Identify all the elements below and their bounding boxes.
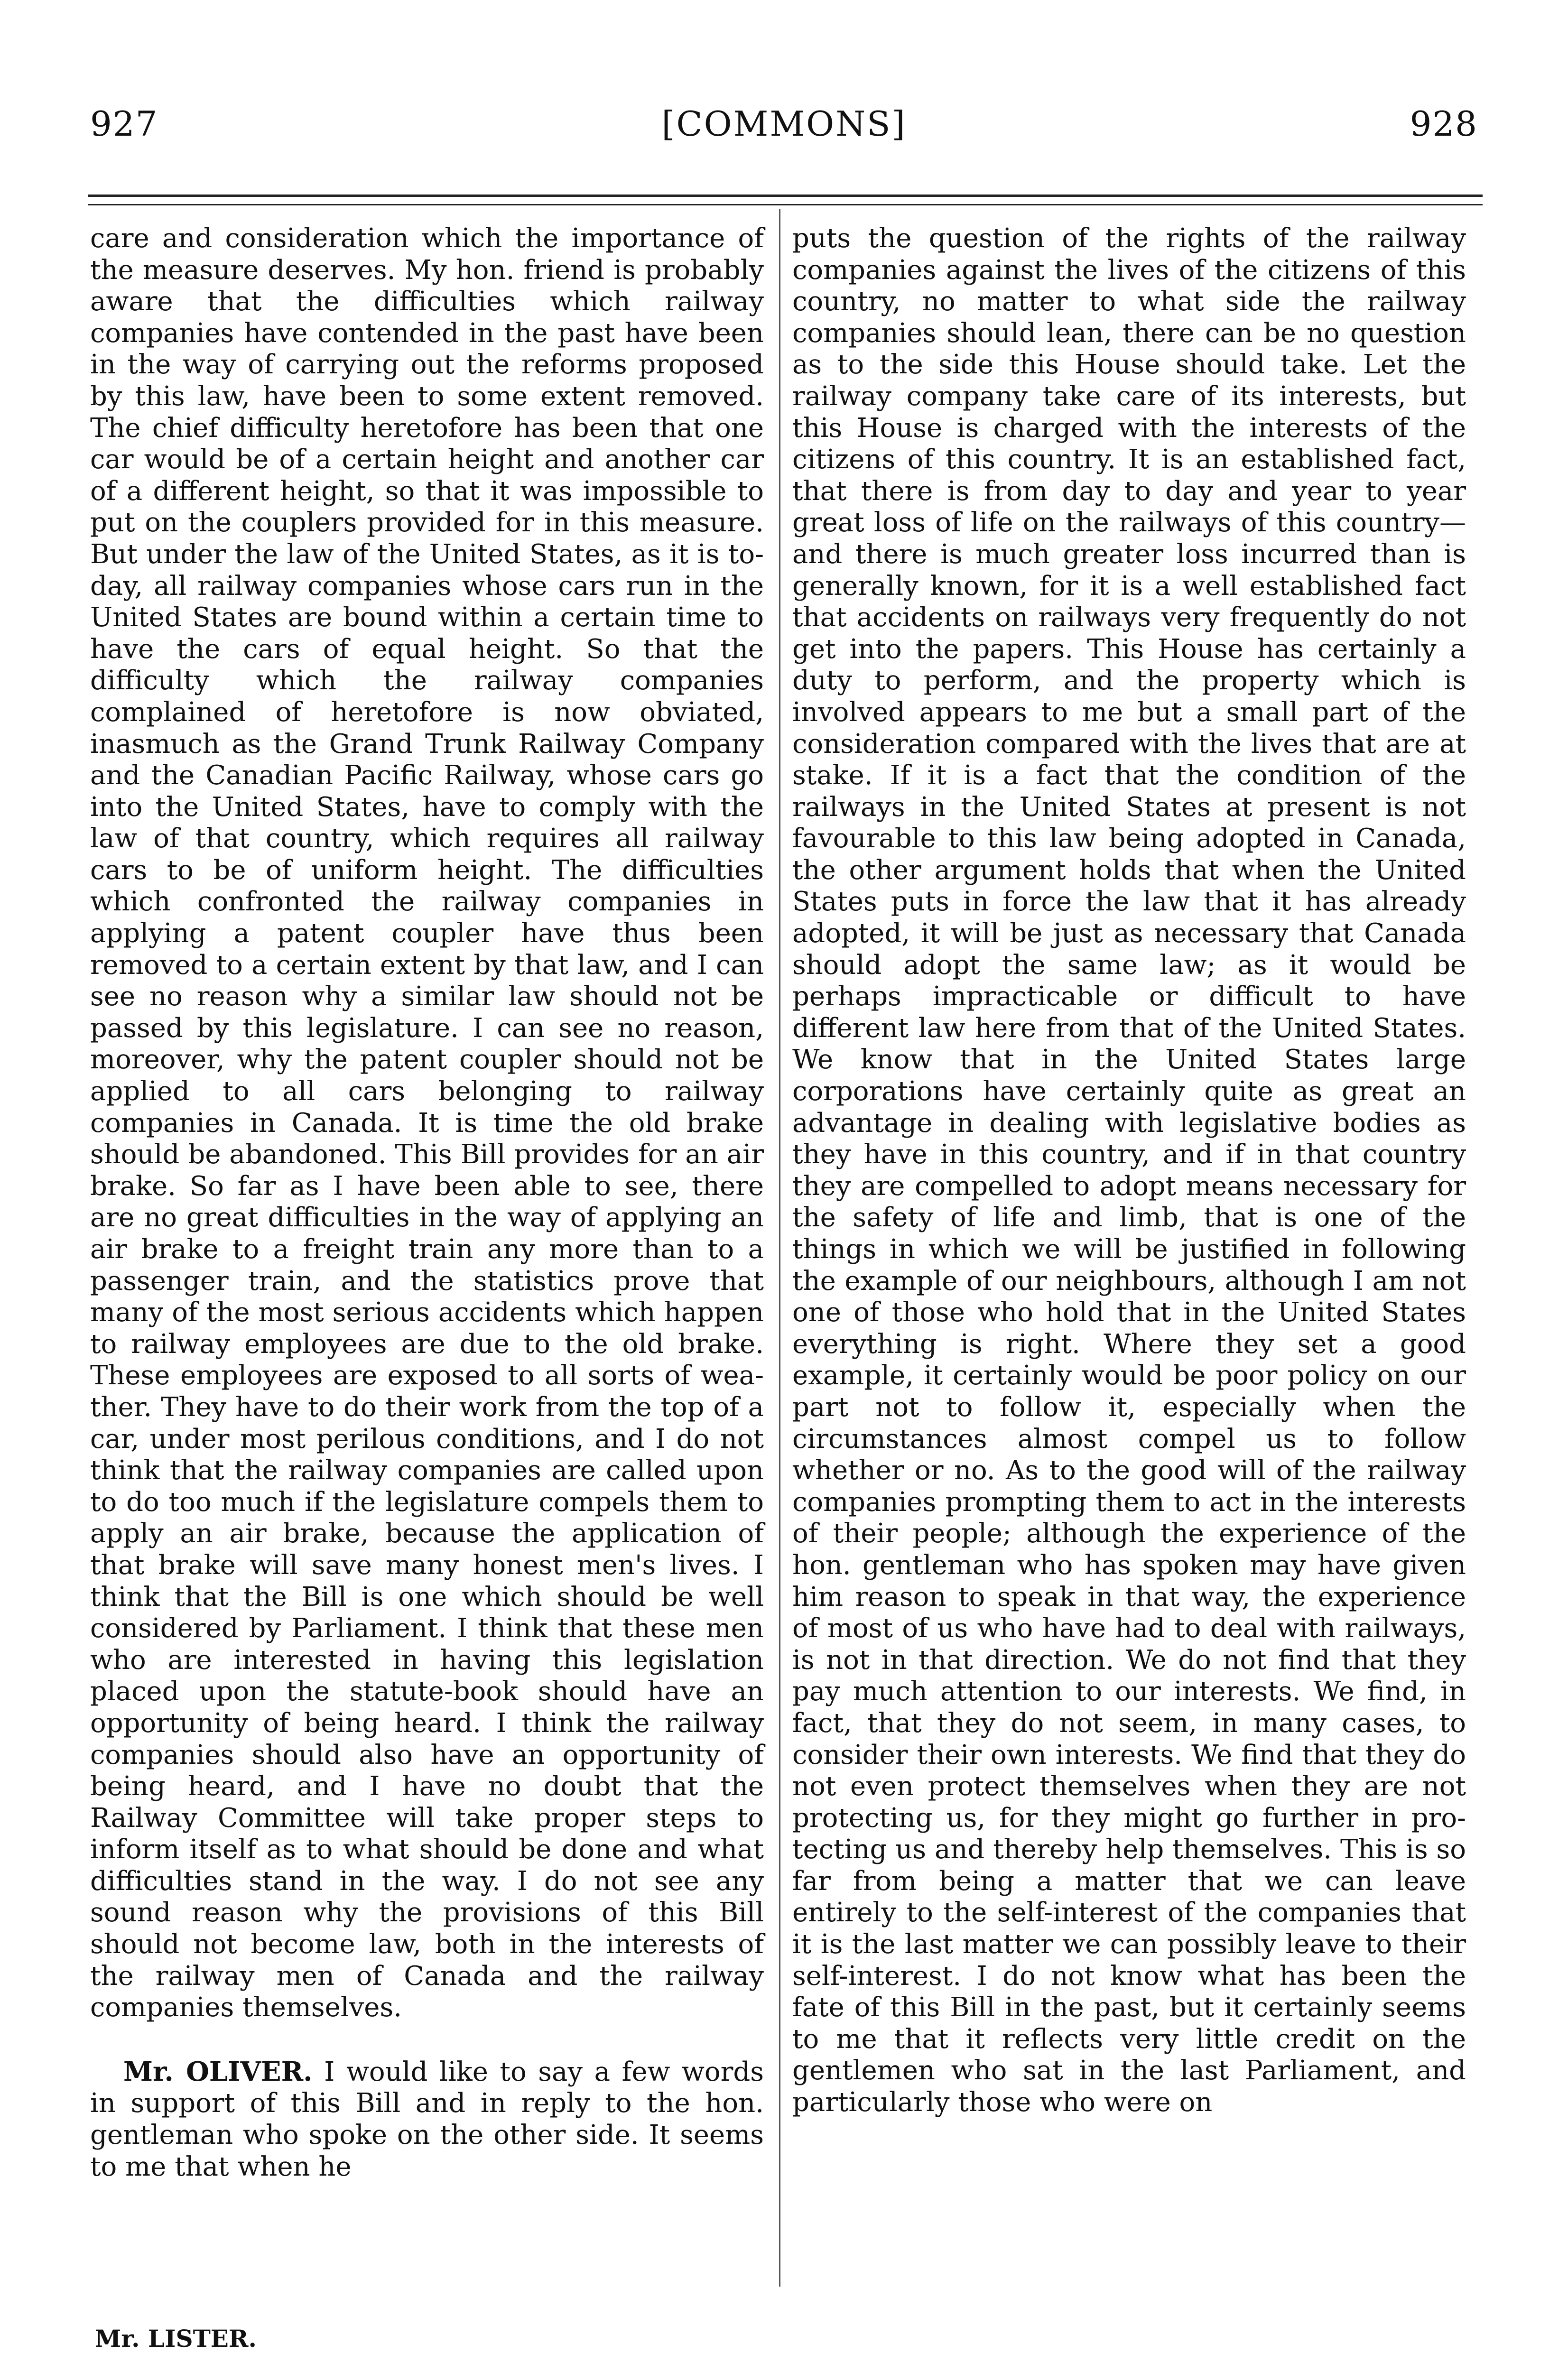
page-number-right: 928: [1410, 104, 1478, 144]
page-header: [0, 0, 1568, 199]
running-head: [COMMONS]: [661, 104, 907, 144]
footer-speaker-label: Mr. LISTER.: [95, 2325, 257, 2353]
oliver-speech-paragraph: [90, 2056, 764, 2183]
left-paragraph-continued: care and consideration which the importance of the measure deserves. My hon. friend is probably aware that the difficulties which railway companies have contended in the past have been in the way of carrying out the reforms proposed by this law, have been to some extent removed. The chief difficulty heretofore has been that one car would be of a certain height and another car of a different height, so that it was impossible to put on the couplers provided for in this measure. But under the law of the United States, as it is to-day, all railway companies whose cars run in the United States are bound within a certain time to have the cars of equal height. So that the difficulty which the railway companies complained of heretofore is now obviated, inasmuch as the Grand Trunk Railway Company and the Canadian Pacific Railway, whose cars go into the United States, have to comply with the law of that country, which requires all railway cars to be of uniform height. The difficulties which confronted the railway companies in applying a patent coupler have thus been removed to a certain extent by that law, and I can see no reason why a similar law should not be passed by this legislature. I can see no reason, moreover, why the patent coupler should not be applied to all cars belonging to railway companies in Canada. It is time the old brake should be abandoned. This Bill provides for an air brake. So far as I have been able to see, there are no great difficulties in the way of applying an air brake to a freight train any more than to a passenger train, and the statistics prove that many of the most serious accidents which happen to railway employees are due to the old brake. These employees are exposed to all sorts of weather. They have to do their work from the top of a car, under most perilous conditions, and I do not think that the railway companies are called upon to do too much if the legislature compels them to apply an air brake, because the application of that brake will save many honest men's lives. I think that the Bill is one which should be well considered by Parliament. I think that these men who are interested in having this legislation placed upon the statute-book should have an opportunity of being heard. I think the railway companies should also have an opportunity of being heard, and I have no doubt that the Railway Committee will take proper steps to inform itself as to what should be done and what difficulties stand in the way. I do not see any sound reason why the provisions of this Bill should not become law, both in the interests of the railway men of Canada and the railway companies themselves.: [90, 223, 764, 2023]
header-rule-top: [88, 195, 1483, 197]
right-paragraph: puts the question of the rights of the railway companies against the lives of the citizens of this country, no matter to what side the railway companies should lean, there can be no question as to the side this House should take. Let the railway company take care of its interests, but this House is charged with the interests of the citizens of this country. It is an established fact, that there is from day to day and year to year great loss of life on the railways of this country—and there is much greater loss incurred than is generally known, for it is a well established fact that accidents on railways very frequently do not get into the papers. This House has certainly a duty to perform, and the property which is involved appears to me but a small part of the consideration compared with the lives that are at stake. If it is a fact that the condition of the railways in the United States at present is not favourable to this law being adopted in Canada, the other argument holds that when the United States puts in force the law that it has already adopted, it will be just as necessary that Canada should adopt the same law; as it would be perhaps impracticable or difficult to have different law here from that of the United States. We know that in the United States large corporations have certainly quite as great an advantage in dealing with legislative bodies as they have in this country, and if in that country they are compelled to adopt means necessary for the safety of life and limb, that is one of the things in which we will be justified in following the example of our neighbours, although I am not one of those who hold that in the United States everything is right. Where they set a good example, it certainly would be poor policy on our part not to follow it, especially when the circumstances almost compel us to follow whether or no. As to the good will of the railway companies prompting them to act in the interests of their people; although the experience of the hon. gentleman who has spoken may have given him reason to speak in that way, the experience of most of us who have had to deal with railways, is not in that direction. We do not find that they pay much attention to our interests. We find, in fact, that they do not seem, in many cases, to consider their own interests. We find that they do not even protect themselves when they are not protecting us, for they might go further in protecting us and thereby help themselves. This is so far from being a matter that we can leave entirely to the self-interest of the companies that it is the last matter we can possibly leave to their self-interest. I do not know what has been the fate of this Bill in the past, but it certainly seems to me that it reflects very little credit on the gentlemen who sat in the last Parliament, and particularly those who were on: [792, 223, 1466, 2118]
oliver-speech-text: I would like to say a few words in support of this Bill and in reply to the hon. gentleman who spoke on the other side. It seems to me that when he: [90, 2056, 764, 2182]
right-column: [792, 223, 1466, 2119]
column-divider: [779, 209, 780, 2287]
speaker-name-oliver: Mr. OLIVER.: [123, 2056, 313, 2087]
left-column: [90, 223, 764, 2183]
header-rule-bottom: [88, 204, 1483, 205]
page-number-left: 927: [90, 104, 158, 144]
